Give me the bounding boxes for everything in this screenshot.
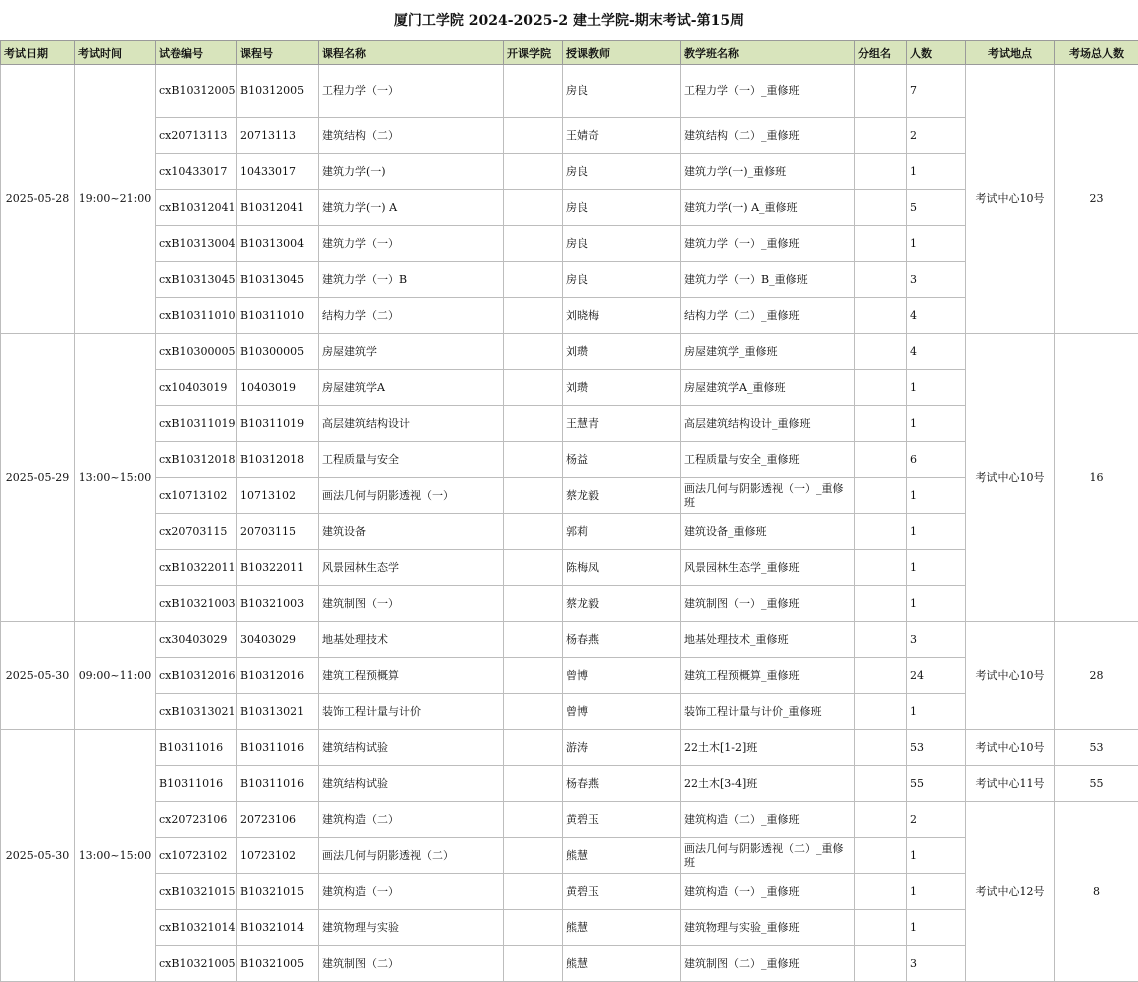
course-name-cell[interactable]: 建筑结构试验 — [319, 730, 504, 766]
college-cell[interactable] — [504, 910, 563, 946]
teacher-cell[interactable]: 熊慧 — [563, 946, 681, 982]
course-no-cell[interactable]: 20713113 — [237, 118, 319, 154]
class-name-cell[interactable]: 建筑力学（一）_重修班 — [681, 226, 855, 262]
group-cell[interactable] — [855, 514, 907, 550]
class-name-cell[interactable]: 建筑构造（一）_重修班 — [681, 874, 855, 910]
count-cell[interactable]: 2 — [907, 802, 966, 838]
college-cell[interactable] — [504, 226, 563, 262]
teacher-cell[interactable]: 曾博 — [563, 694, 681, 730]
course-name-cell[interactable]: 建筑力学(一) — [319, 154, 504, 190]
teacher-cell[interactable]: 房良 — [563, 226, 681, 262]
class-name-cell[interactable]: 房屋建筑学A_重修班 — [681, 370, 855, 406]
class-name-cell[interactable]: 22土木[3-4]班 — [681, 766, 855, 802]
course-no-cell[interactable]: 20723106 — [237, 802, 319, 838]
count-cell[interactable]: 1 — [907, 586, 966, 622]
course-name-cell[interactable]: 建筑制图（一） — [319, 586, 504, 622]
class-name-cell[interactable]: 建筑工程预概算_重修班 — [681, 658, 855, 694]
course-no-cell[interactable]: 30403029 — [237, 622, 319, 658]
location-cell[interactable]: 考试中心12号 — [966, 802, 1055, 982]
paper-no-cell[interactable]: cxB10300005 — [156, 334, 237, 370]
college-cell[interactable] — [504, 730, 563, 766]
teacher-cell[interactable]: 郭莉 — [563, 514, 681, 550]
location-cell[interactable]: 考试中心10号 — [966, 622, 1055, 730]
exam-date-cell[interactable]: 2025-05-30 — [1, 730, 75, 982]
group-cell[interactable] — [855, 478, 907, 514]
table-row — [1, 802, 1138, 838]
class-name-cell[interactable]: 建筑制图（二）_重修班 — [681, 946, 855, 982]
header-count[interactable]: 人数 — [907, 41, 966, 65]
group-cell[interactable] — [855, 550, 907, 586]
paper-no-cell[interactable]: cx10403019 — [156, 370, 237, 406]
teacher-cell[interactable]: 房良 — [563, 262, 681, 298]
location-cell[interactable]: 考试中心10号 — [966, 334, 1055, 622]
course-name-cell[interactable]: 工程质量与安全 — [319, 442, 504, 478]
header-college[interactable]: 开课学院 — [504, 41, 563, 65]
paper-no-cell[interactable]: cxB10321015 — [156, 874, 237, 910]
header-course-no[interactable]: 课程号 — [237, 41, 319, 65]
teacher-cell[interactable]: 刘晓梅 — [563, 298, 681, 334]
count-cell[interactable]: 1 — [907, 370, 966, 406]
teacher-cell[interactable]: 蔡龙毅 — [563, 478, 681, 514]
class-name-cell[interactable]: 22土木[1-2]班 — [681, 730, 855, 766]
total-cell[interactable]: 8 — [1055, 802, 1138, 982]
count-cell[interactable]: 1 — [907, 514, 966, 550]
paper-no-cell[interactable]: cx20713113 — [156, 118, 237, 154]
course-no-cell[interactable]: 10403019 — [237, 370, 319, 406]
count-cell[interactable]: 4 — [907, 298, 966, 334]
group-cell[interactable] — [855, 730, 907, 766]
count-cell[interactable]: 1 — [907, 910, 966, 946]
course-no-cell[interactable]: B10321014 — [237, 910, 319, 946]
count-cell[interactable]: 2 — [907, 118, 966, 154]
college-cell[interactable] — [504, 550, 563, 586]
group-cell[interactable] — [855, 118, 907, 154]
count-cell[interactable]: 3 — [907, 946, 966, 982]
paper-no-cell[interactable]: cxB10313045 — [156, 262, 237, 298]
paper-no-cell[interactable]: cx10713102 — [156, 478, 237, 514]
header-paper-no[interactable]: 试卷编号 — [156, 41, 237, 65]
teacher-cell[interactable]: 曾博 — [563, 658, 681, 694]
teacher-cell[interactable]: 陈梅凤 — [563, 550, 681, 586]
course-no-cell[interactable]: 10433017 — [237, 154, 319, 190]
course-name-cell[interactable]: 建筑设备 — [319, 514, 504, 550]
college-cell[interactable] — [504, 118, 563, 154]
class-name-cell[interactable]: 画法几何与阴影透视（二）_重修班 — [681, 838, 855, 874]
paper-no-cell[interactable]: cx20703115 — [156, 514, 237, 550]
course-name-cell[interactable]: 建筑结构试验 — [319, 766, 504, 802]
college-cell[interactable] — [504, 514, 563, 550]
count-cell[interactable]: 3 — [907, 262, 966, 298]
exam-time-cell[interactable]: 13:00~15:00 — [75, 334, 156, 622]
count-cell[interactable]: 6 — [907, 442, 966, 478]
header-class-name[interactable]: 教学班名称 — [681, 41, 855, 65]
group-cell[interactable] — [855, 658, 907, 694]
paper-no-cell[interactable]: cx20723106 — [156, 802, 237, 838]
group-cell[interactable] — [855, 298, 907, 334]
college-cell[interactable] — [504, 838, 563, 874]
table-row — [1, 730, 1138, 766]
exam-date-cell[interactable]: 2025-05-30 — [1, 622, 75, 730]
count-cell[interactable]: 7 — [907, 65, 966, 118]
college-cell[interactable] — [504, 658, 563, 694]
teacher-cell[interactable]: 杨益 — [563, 442, 681, 478]
course-no-cell[interactable]: B10312018 — [237, 442, 319, 478]
course-name-cell[interactable]: 建筑力学（一） — [319, 226, 504, 262]
course-no-cell[interactable]: 10713102 — [237, 478, 319, 514]
header-total[interactable]: 考场总人数 — [1055, 41, 1138, 65]
exam-date-cell[interactable]: 2025-05-28 — [1, 65, 75, 334]
location-cell[interactable]: 考试中心10号 — [966, 730, 1055, 766]
course-no-cell[interactable]: B10300005 — [237, 334, 319, 370]
count-cell[interactable]: 1 — [907, 226, 966, 262]
teacher-cell[interactable]: 房良 — [563, 190, 681, 226]
college-cell[interactable] — [504, 154, 563, 190]
count-cell[interactable]: 1 — [907, 874, 966, 910]
class-name-cell[interactable]: 建筑力学（一）B_重修班 — [681, 262, 855, 298]
teacher-cell[interactable]: 熊慧 — [563, 838, 681, 874]
course-name-cell[interactable]: 画法几何与阴影透视（二） — [319, 838, 504, 874]
group-cell[interactable] — [855, 154, 907, 190]
sheet-title: 厦门工学院 2024-2025-2 建土学院-期末考试-第15周 — [0, 0, 1138, 40]
teacher-cell[interactable]: 王慧青 — [563, 406, 681, 442]
college-cell[interactable] — [504, 478, 563, 514]
course-name-cell[interactable]: 房屋建筑学A — [319, 370, 504, 406]
exam-date-cell[interactable]: 2025-05-29 — [1, 334, 75, 622]
course-no-cell[interactable]: B10311016 — [237, 730, 319, 766]
class-name-cell[interactable]: 建筑结构（二）_重修班 — [681, 118, 855, 154]
course-name-cell[interactable]: 建筑力学(一) A — [319, 190, 504, 226]
course-no-cell[interactable]: B10321003 — [237, 586, 319, 622]
course-no-cell[interactable]: B10311016 — [237, 766, 319, 802]
teacher-cell[interactable]: 刘瓒 — [563, 370, 681, 406]
count-cell[interactable]: 1 — [907, 154, 966, 190]
college-cell[interactable] — [504, 766, 563, 802]
paper-no-cell[interactable]: cx10723102 — [156, 838, 237, 874]
paper-no-cell[interactable]: cx10433017 — [156, 154, 237, 190]
group-cell[interactable] — [855, 406, 907, 442]
count-cell[interactable]: 1 — [907, 406, 966, 442]
teacher-cell[interactable]: 黄碧玉 — [563, 874, 681, 910]
course-name-cell[interactable]: 结构力学（二） — [319, 298, 504, 334]
college-cell[interactable] — [504, 586, 563, 622]
course-no-cell[interactable]: B10321015 — [237, 874, 319, 910]
group-cell[interactable] — [855, 65, 907, 118]
group-cell[interactable] — [855, 766, 907, 802]
class-name-cell[interactable]: 地基处理技术_重修班 — [681, 622, 855, 658]
count-cell[interactable]: 53 — [907, 730, 966, 766]
college-cell[interactable] — [504, 802, 563, 838]
teacher-cell[interactable]: 蔡龙毅 — [563, 586, 681, 622]
class-name-cell[interactable]: 建筑力学(一)_重修班 — [681, 154, 855, 190]
course-no-cell[interactable]: B10313004 — [237, 226, 319, 262]
header-teacher[interactable]: 授课教师 — [563, 41, 681, 65]
group-cell[interactable] — [855, 262, 907, 298]
college-cell[interactable] — [504, 874, 563, 910]
table-row — [1, 65, 1138, 118]
teacher-cell[interactable]: 杨春燕 — [563, 622, 681, 658]
header-exam-time[interactable]: 考试时间 — [75, 41, 156, 65]
course-no-cell[interactable]: B10311019 — [237, 406, 319, 442]
count-cell[interactable]: 1 — [907, 550, 966, 586]
paper-no-cell[interactable]: cxB10312016 — [156, 658, 237, 694]
teacher-cell[interactable]: 房良 — [563, 65, 681, 118]
paper-no-cell[interactable]: cxB10313004 — [156, 226, 237, 262]
count-cell[interactable]: 55 — [907, 766, 966, 802]
paper-no-cell[interactable]: cxB10322011 — [156, 550, 237, 586]
exam-time-cell[interactable]: 13:00~15:00 — [75, 730, 156, 982]
course-name-cell[interactable]: 工程力学（一） — [319, 65, 504, 118]
course-no-cell[interactable]: B10313045 — [237, 262, 319, 298]
college-cell[interactable] — [504, 370, 563, 406]
table-row — [1, 622, 1138, 658]
teacher-cell[interactable]: 刘瓒 — [563, 334, 681, 370]
college-cell[interactable] — [504, 442, 563, 478]
college-cell[interactable] — [504, 190, 563, 226]
teacher-cell[interactable]: 房良 — [563, 154, 681, 190]
course-name-cell[interactable]: 地基处理技术 — [319, 622, 504, 658]
group-cell[interactable] — [855, 946, 907, 982]
college-cell[interactable] — [504, 298, 563, 334]
exam-time-cell[interactable]: 09:00~11:00 — [75, 622, 156, 730]
class-name-cell[interactable]: 高层建筑结构设计_重修班 — [681, 406, 855, 442]
class-name-cell[interactable]: 风景园林生态学_重修班 — [681, 550, 855, 586]
group-cell[interactable] — [855, 874, 907, 910]
total-cell[interactable]: 16 — [1055, 334, 1138, 622]
teacher-cell[interactable]: 王婧奇 — [563, 118, 681, 154]
course-name-cell[interactable]: 高层建筑结构设计 — [319, 406, 504, 442]
course-no-cell[interactable]: 20703115 — [237, 514, 319, 550]
class-name-cell[interactable]: 建筑构造（二）_重修班 — [681, 802, 855, 838]
teacher-cell[interactable]: 熊慧 — [563, 910, 681, 946]
course-no-cell[interactable]: B10313021 — [237, 694, 319, 730]
course-name-cell[interactable]: 建筑物理与实验 — [319, 910, 504, 946]
exam-time-cell[interactable]: 19:00~21:00 — [75, 65, 156, 334]
course-no-cell[interactable]: B10311010 — [237, 298, 319, 334]
college-cell[interactable] — [504, 622, 563, 658]
course-name-cell[interactable]: 建筑构造（二） — [319, 802, 504, 838]
header-location[interactable]: 考试地点 — [966, 41, 1055, 65]
total-cell[interactable]: 28 — [1055, 622, 1138, 730]
paper-no-cell[interactable]: B10311016 — [156, 766, 237, 802]
group-cell[interactable] — [855, 910, 907, 946]
count-cell[interactable]: 1 — [907, 838, 966, 874]
college-cell[interactable] — [504, 406, 563, 442]
course-name-cell[interactable]: 画法几何与阴影透视（一） — [319, 478, 504, 514]
count-cell[interactable]: 24 — [907, 658, 966, 694]
table-body — [1, 65, 1138, 982]
course-no-cell[interactable]: B10321005 — [237, 946, 319, 982]
paper-no-cell[interactable]: cxB10312005 — [156, 65, 237, 118]
group-cell[interactable] — [855, 838, 907, 874]
class-name-cell[interactable]: 工程质量与安全_重修班 — [681, 442, 855, 478]
total-cell[interactable]: 23 — [1055, 65, 1138, 334]
group-cell[interactable] — [855, 190, 907, 226]
group-cell[interactable] — [855, 622, 907, 658]
header-group[interactable]: 分组名 — [855, 41, 907, 65]
course-name-cell[interactable]: 风景园林生态学 — [319, 550, 504, 586]
course-name-cell[interactable]: 建筑工程预概算 — [319, 658, 504, 694]
course-name-cell[interactable]: 建筑制图（二） — [319, 946, 504, 982]
paper-no-cell[interactable]: cx30403029 — [156, 622, 237, 658]
class-name-cell[interactable]: 结构力学（二）_重修班 — [681, 298, 855, 334]
paper-no-cell[interactable]: cxB10311010 — [156, 298, 237, 334]
class-name-cell[interactable]: 房屋建筑学_重修班 — [681, 334, 855, 370]
group-cell[interactable] — [855, 442, 907, 478]
class-name-cell[interactable]: 画法几何与阴影透视（一）_重修班 — [681, 478, 855, 514]
header-course-name[interactable]: 课程名称 — [319, 41, 504, 65]
group-cell[interactable] — [855, 334, 907, 370]
group-cell[interactable] — [855, 586, 907, 622]
count-cell[interactable]: 4 — [907, 334, 966, 370]
college-cell[interactable] — [504, 334, 563, 370]
course-no-cell[interactable]: B10322011 — [237, 550, 319, 586]
course-no-cell[interactable]: 10723102 — [237, 838, 319, 874]
class-name-cell[interactable]: 建筑设备_重修班 — [681, 514, 855, 550]
header-exam-date[interactable]: 考试日期 — [1, 41, 75, 65]
group-cell[interactable] — [855, 802, 907, 838]
course-name-cell[interactable]: 建筑结构（二） — [319, 118, 504, 154]
class-name-cell[interactable]: 工程力学（一）_重修班 — [681, 65, 855, 118]
group-cell[interactable] — [855, 226, 907, 262]
class-name-cell[interactable]: 建筑制图（一）_重修班 — [681, 586, 855, 622]
class-name-cell[interactable]: 装饰工程计量与计价_重修班 — [681, 694, 855, 730]
paper-no-cell[interactable]: cxB10312041 — [156, 190, 237, 226]
paper-no-cell[interactable]: cxB10321014 — [156, 910, 237, 946]
count-cell[interactable]: 3 — [907, 622, 966, 658]
group-cell[interactable] — [855, 370, 907, 406]
course-name-cell[interactable]: 建筑力学（一）B — [319, 262, 504, 298]
course-no-cell[interactable]: B10312005 — [237, 65, 319, 118]
paper-no-cell[interactable]: cxB10321003 — [156, 586, 237, 622]
location-cell[interactable]: 考试中心10号 — [966, 65, 1055, 334]
course-name-cell[interactable]: 装饰工程计量与计价 — [319, 694, 504, 730]
exam-schedule-table — [0, 40, 1138, 982]
paper-no-cell[interactable]: cxB10313021 — [156, 694, 237, 730]
class-name-cell[interactable]: 建筑力学(一) A_重修班 — [681, 190, 855, 226]
paper-no-cell[interactable]: cxB10312018 — [156, 442, 237, 478]
college-cell[interactable] — [504, 65, 563, 118]
paper-no-cell[interactable]: cxB10321005 — [156, 946, 237, 982]
college-cell[interactable] — [504, 262, 563, 298]
total-cell[interactable]: 53 — [1055, 730, 1138, 766]
table-row — [1, 766, 1138, 802]
count-cell[interactable]: 1 — [907, 694, 966, 730]
header-row — [1, 41, 1138, 65]
course-no-cell[interactable]: B10312041 — [237, 190, 319, 226]
teacher-cell[interactable]: 黄碧玉 — [563, 802, 681, 838]
count-cell[interactable]: 5 — [907, 190, 966, 226]
college-cell[interactable] — [504, 946, 563, 982]
course-name-cell[interactable]: 建筑构造（一） — [319, 874, 504, 910]
location-cell[interactable]: 考试中心11号 — [966, 766, 1055, 802]
paper-no-cell[interactable]: B10311016 — [156, 730, 237, 766]
course-name-cell[interactable]: 房屋建筑学 — [319, 334, 504, 370]
class-name-cell[interactable]: 建筑物理与实验_重修班 — [681, 910, 855, 946]
teacher-cell[interactable]: 杨春燕 — [563, 766, 681, 802]
teacher-cell[interactable]: 游涛 — [563, 730, 681, 766]
group-cell[interactable] — [855, 694, 907, 730]
course-no-cell[interactable]: B10312016 — [237, 658, 319, 694]
table-row — [1, 334, 1138, 370]
total-cell[interactable]: 55 — [1055, 766, 1138, 802]
count-cell[interactable]: 1 — [907, 478, 966, 514]
college-cell[interactable] — [504, 694, 563, 730]
paper-no-cell[interactable]: cxB10311019 — [156, 406, 237, 442]
